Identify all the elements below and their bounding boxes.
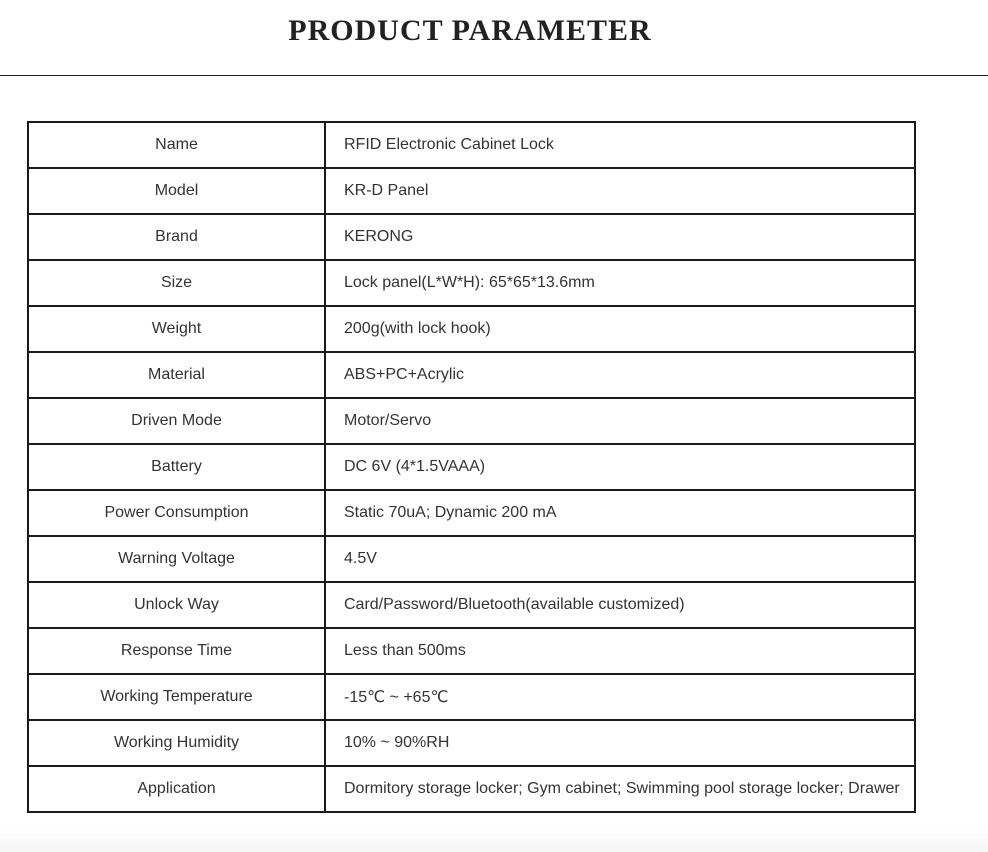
parameter-value: Motor/Servo — [325, 398, 915, 444]
table-row — [28, 766, 915, 812]
parameter-name: Weight — [28, 306, 325, 352]
parameter-rows — [28, 122, 915, 812]
parameter-name: Working Temperature — [28, 674, 325, 720]
parameter-name: Working Humidity — [28, 720, 325, 766]
parameter-value: Static 70uA; Dynamic 200 mA — [325, 490, 915, 536]
parameter-name: Model — [28, 168, 325, 214]
parameter-value: 200g(with lock hook) — [325, 306, 915, 352]
parameter-name: Battery — [28, 444, 325, 490]
parameter-name: Material — [28, 352, 325, 398]
parameter-value: Less than 500ms — [325, 628, 915, 674]
parameter-name: Driven Mode — [28, 398, 325, 444]
table-row — [28, 582, 915, 628]
parameter-value: Card/Password/Bluetooth(available customized) — [325, 582, 915, 628]
table-row — [28, 122, 915, 168]
table-row — [28, 352, 915, 398]
parameter-value: RFID Electronic Cabinet Lock — [325, 122, 915, 168]
table-row — [28, 214, 915, 260]
heading-divider — [0, 75, 988, 76]
parameter-value: KERONG — [325, 214, 915, 260]
table-row — [28, 490, 915, 536]
table-row — [28, 398, 915, 444]
page-title: PRODUCT PARAMETER — [288, 14, 652, 47]
table-row — [28, 444, 915, 490]
parameter-name: Application — [28, 766, 325, 812]
table-row — [28, 306, 915, 352]
parameter-name: Warning Voltage — [28, 536, 325, 582]
parameter-value: Lock panel(L*W*H): 65*65*13.6mm — [325, 260, 915, 306]
table-row — [28, 536, 915, 582]
parameter-name: Response Time — [28, 628, 325, 674]
parameter-value: ABS+PC+Acrylic — [325, 352, 915, 398]
table-row — [28, 720, 915, 766]
parameter-name: Unlock Way — [28, 582, 325, 628]
parameter-name: Name — [28, 122, 325, 168]
bottom-fade — [0, 830, 988, 852]
parameter-name: Brand — [28, 214, 325, 260]
product-parameter-table — [27, 121, 916, 813]
parameter-value: -15℃ ~ +65℃ — [325, 674, 915, 720]
table-row — [28, 674, 915, 720]
parameter-value: Dormitory storage locker; Gym cabinet; Swimming pool storage locker; Drawer — [325, 766, 915, 812]
table-row — [28, 168, 915, 214]
table-row — [28, 260, 915, 306]
parameter-value: KR-D Panel — [325, 168, 915, 214]
parameter-value: 10% ~ 90%RH — [325, 720, 915, 766]
table-row — [28, 628, 915, 674]
parameter-name: Power Consumption — [28, 490, 325, 536]
parameter-name: Size — [28, 260, 325, 306]
parameter-value: 4.5V — [325, 536, 915, 582]
parameter-value: DC 6V (4*1.5VAAA) — [325, 444, 915, 490]
